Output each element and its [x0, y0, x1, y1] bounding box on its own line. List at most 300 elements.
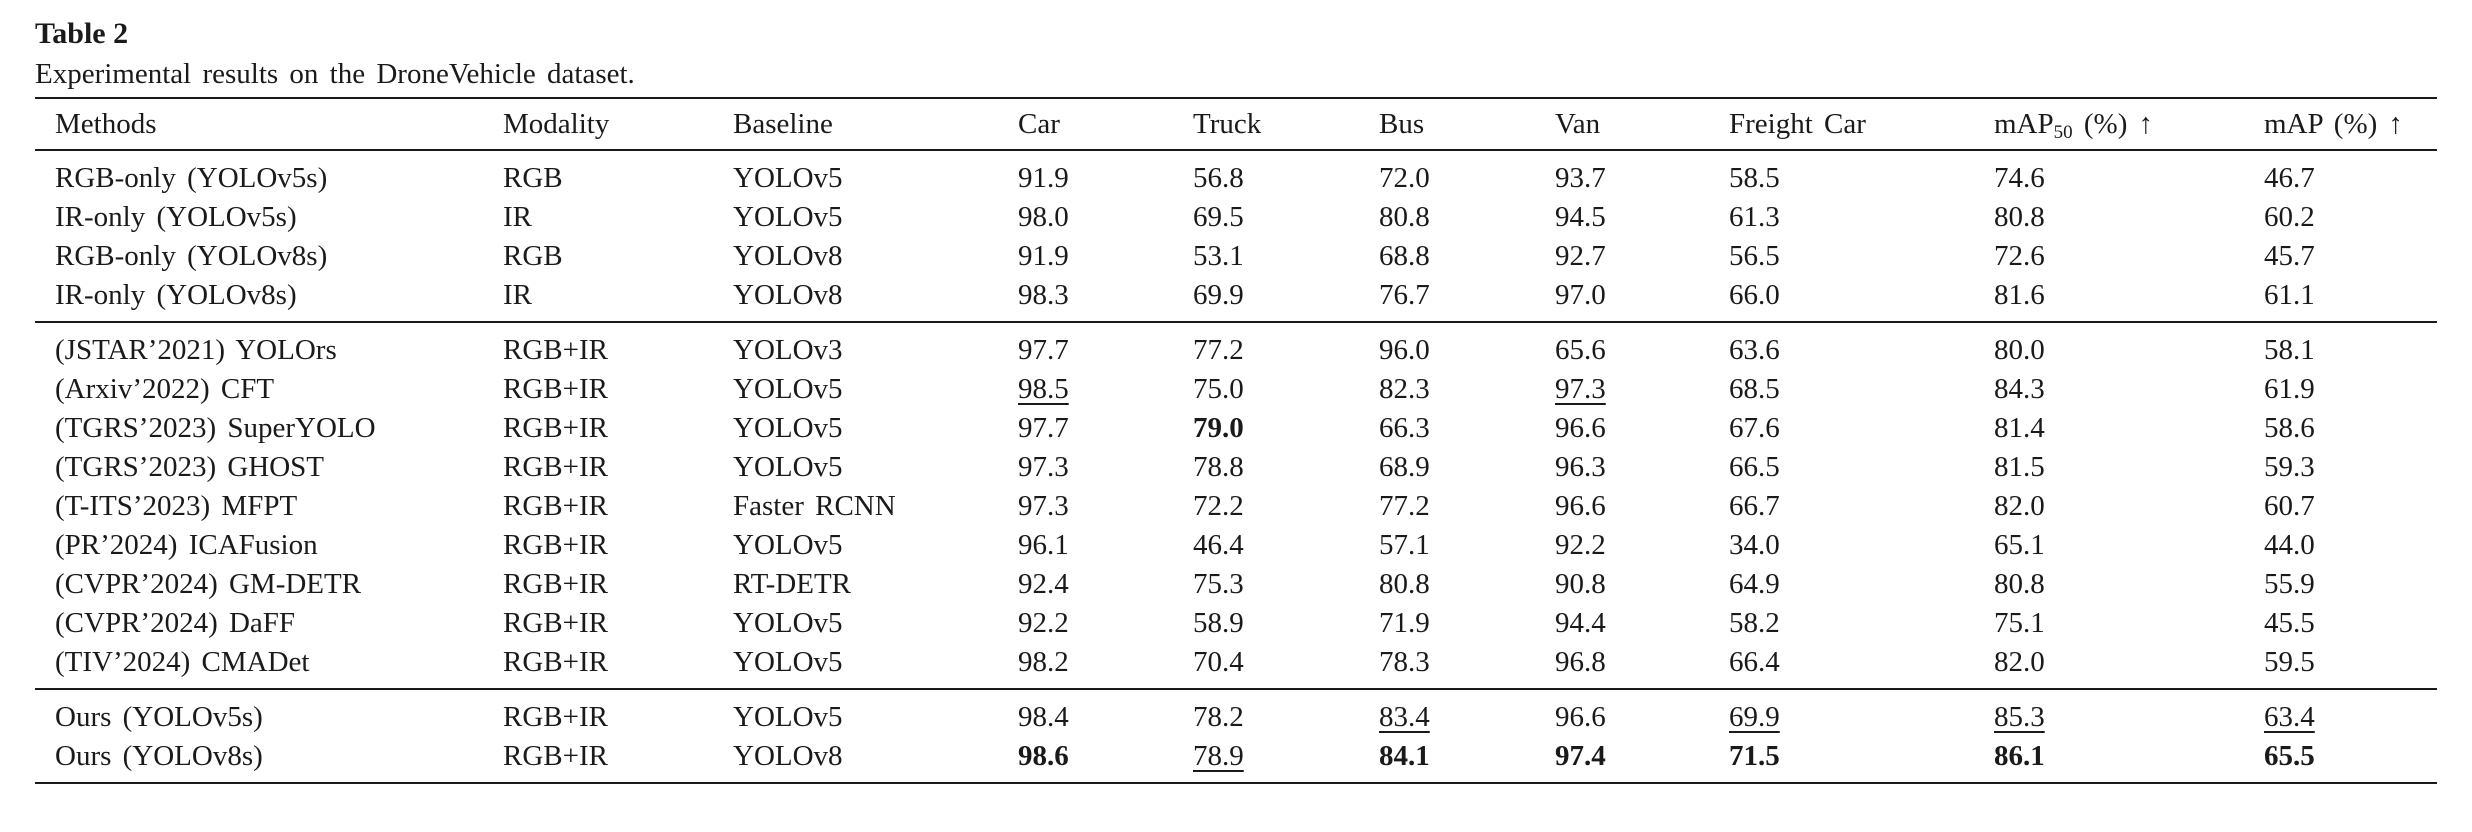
cell-freight	[1709, 150, 1974, 198]
cell-method-value: Ours (YOLOv5s)	[55, 701, 263, 733]
cell-truck-value: 75.0	[1193, 373, 1244, 405]
cell-truck	[1173, 565, 1359, 604]
cell-map50	[1974, 737, 2244, 783]
cell-freight-value: 64.9	[1729, 568, 1780, 600]
cell-map-value: 59.5	[2264, 646, 2315, 678]
cell-baseline-value: YOLOv8	[733, 240, 843, 272]
cell-bus-value: 57.1	[1379, 529, 1430, 561]
cell-map-value: 59.3	[2264, 451, 2315, 483]
cell-car	[998, 737, 1173, 783]
cell-truck-value: 58.9	[1193, 607, 1244, 639]
cell-truck-value: 78.9	[1193, 740, 1244, 772]
cell-bus-value: 84.1	[1379, 740, 1430, 772]
cell-baseline-value: YOLOv5	[733, 373, 843, 405]
cell-baseline	[713, 526, 998, 565]
cell-bus	[1359, 737, 1535, 783]
cell-van	[1535, 322, 1709, 370]
cell-bus-value: 68.9	[1379, 451, 1430, 483]
header-map50	[1974, 98, 2244, 150]
cell-car-value: 92.2	[1018, 607, 1069, 639]
cell-map50	[1974, 487, 2244, 526]
table-row	[35, 689, 2437, 737]
cell-bus	[1359, 689, 1535, 737]
cell-method	[35, 237, 483, 276]
cell-freight-value: 63.6	[1729, 334, 1780, 366]
cell-truck-value: 69.5	[1193, 201, 1244, 233]
cell-car	[998, 604, 1173, 643]
header-freight-car: Freight Car	[1729, 107, 1866, 140]
cell-map	[2244, 150, 2437, 198]
cell-map-value: 65.5	[2264, 740, 2315, 772]
cell-method-value: (TGRS’2023) SuperYOLO	[55, 412, 376, 444]
cell-modality	[483, 150, 713, 198]
cell-truck	[1173, 448, 1359, 487]
cell-baseline-value: YOLOv5	[733, 529, 843, 561]
cell-truck	[1173, 604, 1359, 643]
table-row	[35, 737, 2437, 783]
cell-bus	[1359, 565, 1535, 604]
table-row	[35, 565, 2437, 604]
cell-car	[998, 409, 1173, 448]
header-map: mAP (%) ↑	[2264, 107, 2404, 140]
cell-baseline	[713, 689, 998, 737]
cell-method	[35, 737, 483, 783]
cell-modality-value: IR	[503, 279, 532, 311]
cell-modality	[483, 604, 713, 643]
cell-modality-value: RGB+IR	[503, 701, 608, 733]
table-group-single-modality	[35, 150, 2437, 322]
cell-baseline	[713, 643, 998, 689]
cell-truck-value: 78.8	[1193, 451, 1244, 483]
cell-map	[2244, 643, 2437, 689]
cell-map	[2244, 689, 2437, 737]
cell-car-value: 98.5	[1018, 373, 1069, 405]
cell-method	[35, 198, 483, 237]
cell-van-value: 94.5	[1555, 201, 1606, 233]
table-row	[35, 409, 2437, 448]
header-methods: Methods	[55, 107, 157, 140]
cell-map-value: 45.5	[2264, 607, 2315, 639]
cell-van	[1535, 276, 1709, 322]
cell-van-value: 96.6	[1555, 701, 1606, 733]
cell-freight-value: 66.5	[1729, 451, 1780, 483]
cell-map	[2244, 276, 2437, 322]
cell-baseline	[713, 198, 998, 237]
cell-method-value: (TIV’2024) CMADet	[55, 646, 310, 678]
cell-method-value: IR-only (YOLOv5s)	[55, 201, 297, 233]
cell-van-value: 96.8	[1555, 646, 1606, 678]
cell-modality-value: RGB+IR	[503, 646, 608, 678]
cell-truck-value: 56.8	[1193, 162, 1244, 194]
cell-truck-value: 79.0	[1193, 412, 1244, 444]
cell-truck-value: 77.2	[1193, 334, 1244, 366]
cell-baseline	[713, 448, 998, 487]
cell-truck-value: 72.2	[1193, 490, 1244, 522]
cell-freight	[1709, 409, 1974, 448]
cell-car-value: 98.2	[1018, 646, 1069, 678]
cell-car-value: 98.4	[1018, 701, 1069, 733]
table-group-compared-methods	[35, 322, 2437, 689]
cell-truck-value: 78.2	[1193, 701, 1244, 733]
cell-modality-value: RGB+IR	[503, 490, 608, 522]
cell-map	[2244, 198, 2437, 237]
cell-map	[2244, 448, 2437, 487]
cell-car-value: 98.3	[1018, 279, 1069, 311]
cell-freight	[1709, 370, 1974, 409]
cell-map	[2244, 526, 2437, 565]
cell-truck	[1173, 370, 1359, 409]
cell-modality	[483, 487, 713, 526]
cell-truck	[1173, 237, 1359, 276]
cell-baseline-value: YOLOv3	[733, 334, 843, 366]
cell-method	[35, 276, 483, 322]
cell-truck	[1173, 643, 1359, 689]
cell-freight-value: 66.4	[1729, 646, 1780, 678]
cell-car	[998, 276, 1173, 322]
cell-map50	[1974, 198, 2244, 237]
table-row	[35, 150, 2437, 198]
cell-map50-value: 80.0	[1994, 334, 2045, 366]
cell-bus	[1359, 370, 1535, 409]
cell-modality	[483, 448, 713, 487]
cell-truck	[1173, 322, 1359, 370]
cell-car-value: 97.3	[1018, 451, 1069, 483]
cell-map50-value: 75.1	[1994, 607, 2045, 639]
cell-map	[2244, 322, 2437, 370]
cell-car-value: 97.3	[1018, 490, 1069, 522]
cell-van	[1535, 526, 1709, 565]
cell-truck	[1173, 409, 1359, 448]
cell-bus-value: 66.3	[1379, 412, 1430, 444]
cell-bus	[1359, 237, 1535, 276]
cell-baseline-value: YOLOv5	[733, 451, 843, 483]
cell-bus	[1359, 322, 1535, 370]
cell-car-value: 92.4	[1018, 568, 1069, 600]
cell-modality-value: RGB+IR	[503, 334, 608, 366]
header-van: Van	[1555, 107, 1601, 140]
cell-car-value: 97.7	[1018, 412, 1069, 444]
cell-map-value: 60.2	[2264, 201, 2315, 233]
cell-modality-value: IR	[503, 201, 532, 233]
cell-map-value: 45.7	[2264, 240, 2315, 272]
cell-method	[35, 150, 483, 198]
cell-baseline-value: YOLOv5	[733, 701, 843, 733]
cell-map50	[1974, 565, 2244, 604]
header-truck: Truck	[1193, 107, 1262, 140]
cell-modality	[483, 276, 713, 322]
cell-car	[998, 198, 1173, 237]
cell-freight	[1709, 487, 1974, 526]
cell-modality	[483, 737, 713, 783]
cell-car	[998, 237, 1173, 276]
table-row	[35, 276, 2437, 322]
cell-baseline	[713, 604, 998, 643]
cell-bus	[1359, 643, 1535, 689]
header-bus: Bus	[1379, 107, 1425, 140]
cell-map50-value: 81.4	[1994, 412, 2045, 444]
table-row	[35, 448, 2437, 487]
cell-van-value: 97.0	[1555, 279, 1606, 311]
cell-van	[1535, 689, 1709, 737]
cell-truck-value: 46.4	[1193, 529, 1244, 561]
table-caption-text: Experimental results on the DroneVehicle dataset.	[35, 58, 635, 90]
cell-van	[1535, 150, 1709, 198]
cell-map	[2244, 370, 2437, 409]
cell-modality-value: RGB+IR	[503, 740, 608, 772]
cell-map50-value: 80.8	[1994, 568, 2045, 600]
cell-bus	[1359, 409, 1535, 448]
header-car: Car	[1018, 107, 1060, 140]
cell-map-value: 58.6	[2264, 412, 2315, 444]
cell-car	[998, 150, 1173, 198]
cell-method	[35, 448, 483, 487]
cell-truck	[1173, 526, 1359, 565]
cell-map50-value: 82.0	[1994, 490, 2045, 522]
header-map50-sub: 50	[2053, 121, 2073, 143]
cell-method	[35, 370, 483, 409]
cell-car-value: 97.7	[1018, 334, 1069, 366]
cell-truck	[1173, 276, 1359, 322]
cell-baseline-value: YOLOv5	[733, 201, 843, 233]
cell-van-value: 96.6	[1555, 490, 1606, 522]
cell-map	[2244, 237, 2437, 276]
cell-baseline-value: YOLOv5	[733, 412, 843, 444]
cell-freight	[1709, 737, 1974, 783]
cell-method	[35, 526, 483, 565]
cell-truck-value: 75.3	[1193, 568, 1244, 600]
cell-map50-value: 81.5	[1994, 451, 2045, 483]
cell-map50	[1974, 150, 2244, 198]
header-baseline: Baseline	[733, 107, 833, 140]
cell-truck-value: 69.9	[1193, 279, 1244, 311]
cell-van-value: 97.4	[1555, 740, 1606, 772]
cell-van-value: 90.8	[1555, 568, 1606, 600]
cell-van	[1535, 565, 1709, 604]
table-row	[35, 198, 2437, 237]
cell-car-value: 98.6	[1018, 740, 1069, 772]
cell-truck-value: 70.4	[1193, 646, 1244, 678]
cell-freight-value: 66.0	[1729, 279, 1780, 311]
cell-modality-value: RGB+IR	[503, 607, 608, 639]
cell-car	[998, 448, 1173, 487]
cell-freight-value: 71.5	[1729, 740, 1780, 772]
cell-modality-value: RGB	[503, 162, 563, 194]
cell-modality	[483, 689, 713, 737]
cell-bus-value: 77.2	[1379, 490, 1430, 522]
cell-bus-value: 80.8	[1379, 568, 1430, 600]
cell-car	[998, 643, 1173, 689]
header-row	[35, 98, 2437, 150]
cell-map50	[1974, 448, 2244, 487]
cell-method	[35, 689, 483, 737]
cell-freight	[1709, 565, 1974, 604]
cell-modality	[483, 370, 713, 409]
cell-method	[35, 409, 483, 448]
cell-method-value: (CVPR’2024) DaFF	[55, 607, 296, 639]
cell-freight	[1709, 276, 1974, 322]
cell-freight	[1709, 526, 1974, 565]
cell-baseline	[713, 370, 998, 409]
cell-car	[998, 565, 1173, 604]
cell-van-value: 96.3	[1555, 451, 1606, 483]
cell-map50-value: 85.3	[1994, 701, 2045, 733]
cell-freight-value: 56.5	[1729, 240, 1780, 272]
cell-bus-value: 96.0	[1379, 334, 1430, 366]
table-row	[35, 237, 2437, 276]
cell-baseline	[713, 276, 998, 322]
cell-freight	[1709, 237, 1974, 276]
table-caption-title: Table 2	[35, 17, 129, 50]
cell-bus	[1359, 526, 1535, 565]
cell-baseline-value: Faster RCNN	[733, 490, 896, 522]
cell-bus-value: 80.8	[1379, 201, 1430, 233]
cell-van	[1535, 737, 1709, 783]
cell-map50	[1974, 276, 2244, 322]
cell-baseline	[713, 487, 998, 526]
cell-map	[2244, 565, 2437, 604]
cell-method	[35, 322, 483, 370]
cell-baseline-value: YOLOv8	[733, 740, 843, 772]
cell-modality-value: RGB	[503, 240, 563, 272]
cell-map50	[1974, 237, 2244, 276]
cell-map50	[1974, 409, 2244, 448]
cell-baseline	[713, 150, 998, 198]
cell-baseline-value: YOLOv8	[733, 279, 843, 311]
cell-map50-value: 81.6	[1994, 279, 2045, 311]
cell-bus-value: 83.4	[1379, 701, 1430, 733]
cell-van	[1535, 643, 1709, 689]
cell-method	[35, 604, 483, 643]
cell-map50-value: 86.1	[1994, 740, 2045, 772]
cell-modality	[483, 198, 713, 237]
cell-method-value: (JSTAR’2021) YOLOrs	[55, 334, 337, 366]
cell-map50	[1974, 526, 2244, 565]
cell-map-value: 46.7	[2264, 162, 2315, 194]
cell-freight	[1709, 689, 1974, 737]
cell-van-value: 96.6	[1555, 412, 1606, 444]
cell-bus	[1359, 448, 1535, 487]
cell-map50-value: 65.1	[1994, 529, 2045, 561]
cell-van	[1535, 604, 1709, 643]
cell-map50	[1974, 689, 2244, 737]
cell-method-value: (T-ITS’2023) MFPT	[55, 490, 298, 522]
cell-modality	[483, 565, 713, 604]
cell-truck-value: 53.1	[1193, 240, 1244, 272]
cell-modality	[483, 322, 713, 370]
results-table	[35, 97, 2437, 784]
cell-van-value: 65.6	[1555, 334, 1606, 366]
table-figure	[35, 14, 2437, 784]
cell-baseline	[713, 322, 998, 370]
cell-baseline-value: YOLOv5	[733, 162, 843, 194]
cell-method-value: (CVPR’2024) GM-DETR	[55, 568, 362, 600]
cell-car-value: 98.0	[1018, 201, 1069, 233]
cell-truck	[1173, 487, 1359, 526]
cell-car	[998, 370, 1173, 409]
cell-map50	[1974, 322, 2244, 370]
cell-baseline	[713, 409, 998, 448]
cell-modality-value: RGB+IR	[503, 568, 608, 600]
cell-freight-value: 67.6	[1729, 412, 1780, 444]
cell-map-value: 44.0	[2264, 529, 2315, 561]
cell-method-value: Ours (YOLOv8s)	[55, 740, 263, 772]
cell-bus-value: 76.7	[1379, 279, 1430, 311]
cell-method-value: RGB-only (YOLOv5s)	[55, 162, 328, 194]
table-row	[35, 643, 2437, 689]
cell-van	[1535, 370, 1709, 409]
cell-car	[998, 689, 1173, 737]
cell-bus	[1359, 604, 1535, 643]
cell-freight-value: 61.3	[1729, 201, 1780, 233]
cell-method	[35, 565, 483, 604]
table-row	[35, 526, 2437, 565]
header-map50-prefix: mAP	[1994, 107, 2054, 140]
cell-car	[998, 322, 1173, 370]
cell-van-value: 92.7	[1555, 240, 1606, 272]
cell-map	[2244, 737, 2437, 783]
cell-modality	[483, 237, 713, 276]
cell-freight	[1709, 448, 1974, 487]
cell-bus-value: 82.3	[1379, 373, 1430, 405]
cell-bus	[1359, 276, 1535, 322]
cell-map	[2244, 604, 2437, 643]
cell-bus-value: 78.3	[1379, 646, 1430, 678]
cell-map50	[1974, 643, 2244, 689]
cell-modality-value: RGB+IR	[503, 451, 608, 483]
cell-map-value: 60.7	[2264, 490, 2315, 522]
cell-map50	[1974, 604, 2244, 643]
cell-bus	[1359, 198, 1535, 237]
cell-baseline	[713, 565, 998, 604]
cell-map50-value: 80.8	[1994, 201, 2045, 233]
cell-map50-value: 84.3	[1994, 373, 2045, 405]
cell-method	[35, 643, 483, 689]
cell-modality	[483, 643, 713, 689]
cell-van-value: 97.3	[1555, 373, 1606, 405]
cell-map50-value: 74.6	[1994, 162, 2045, 194]
cell-car	[998, 526, 1173, 565]
cell-truck	[1173, 737, 1359, 783]
cell-van	[1535, 237, 1709, 276]
cell-bus	[1359, 487, 1535, 526]
table-row	[35, 487, 2437, 526]
cell-map50-value: 72.6	[1994, 240, 2045, 272]
cell-modality-value: RGB+IR	[503, 412, 608, 444]
cell-van	[1535, 487, 1709, 526]
cell-map50-value: 82.0	[1994, 646, 2045, 678]
cell-bus-value: 72.0	[1379, 162, 1430, 194]
table-row	[35, 370, 2437, 409]
cell-van-value: 92.2	[1555, 529, 1606, 561]
cell-method-value: (Arxiv’2022) CFT	[55, 373, 275, 405]
cell-baseline-value: RT-DETR	[733, 568, 852, 600]
cell-baseline-value: YOLOv5	[733, 607, 843, 639]
cell-bus-value: 71.9	[1379, 607, 1430, 639]
cell-modality	[483, 409, 713, 448]
cell-van	[1535, 448, 1709, 487]
cell-van-value: 93.7	[1555, 162, 1606, 194]
cell-modality	[483, 526, 713, 565]
cell-freight-value: 68.5	[1729, 373, 1780, 405]
cell-freight-value: 58.5	[1729, 162, 1780, 194]
table-group-ours	[35, 689, 2437, 783]
cell-bus-value: 68.8	[1379, 240, 1430, 272]
cell-baseline	[713, 737, 998, 783]
cell-bus	[1359, 150, 1535, 198]
cell-van-value: 94.4	[1555, 607, 1606, 639]
cell-car-value: 91.9	[1018, 162, 1069, 194]
cell-method-value: (PR’2024) ICAFusion	[55, 529, 318, 561]
